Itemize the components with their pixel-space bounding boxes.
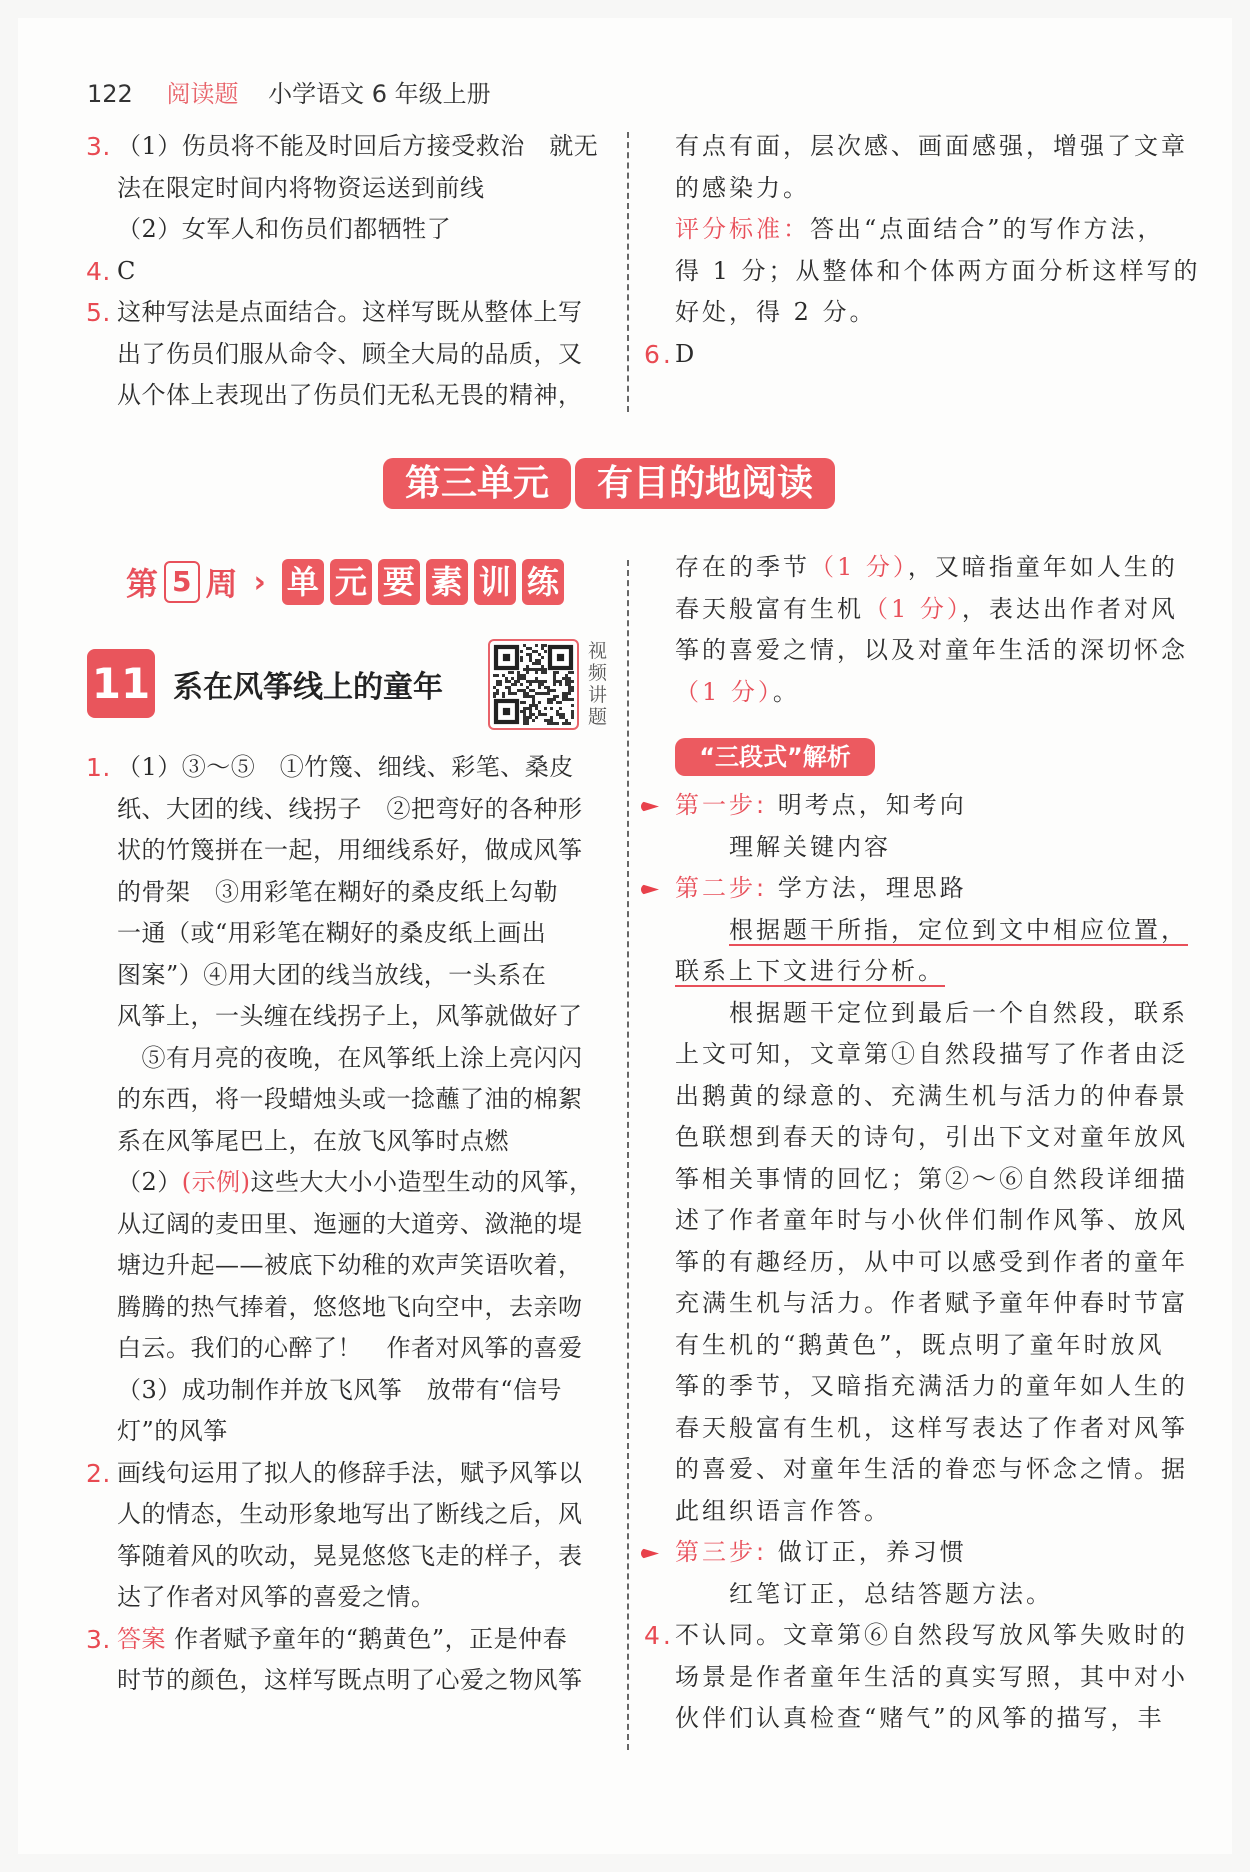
underlined-text: 联系上下文进行分析。 — [675, 957, 945, 985]
text-line — [86, 1619, 594, 1661]
text-segment: 做订正，养习惯 — [767, 1538, 967, 1566]
text-segment: 出鹅黄的绿意的、充满生机与活力的仲春景 — [675, 1081, 1188, 1110]
column-divider-top — [627, 132, 629, 412]
text-line — [117, 1660, 594, 1702]
text-line — [117, 1287, 594, 1329]
text-segment: ⑤有月亮的夜晚，在风筝纸上涂上亮闪闪 — [117, 1043, 583, 1072]
text-line — [117, 872, 594, 914]
highlight-label: （1 分） — [675, 677, 773, 706]
text-line — [117, 913, 594, 955]
text-segment: （2）女军人和伤员们都牺牲了 — [117, 215, 452, 243]
text-line — [117, 1121, 594, 1163]
text-line — [675, 1657, 1188, 1699]
text-line — [86, 126, 599, 168]
text-line — [117, 209, 598, 251]
question-number: 3. — [86, 132, 111, 161]
text-segment: 明考点，知考向 — [767, 791, 967, 819]
week-heading — [126, 559, 564, 605]
text-segment: 的骨架 ③用彩笔在糊好的桑皮纸上勾勒 — [117, 877, 558, 906]
text-line — [117, 1245, 594, 1287]
text-segment: 人的情态，生动形象地写出了断线之后，风 — [117, 1500, 583, 1528]
text-line — [117, 789, 594, 831]
chevron-right-icon: › — [253, 564, 266, 600]
text-segment: ，表达出作者对风 — [961, 594, 1178, 623]
text-segment: 伙伴们认真检查“赌气”的风筝的描写，丰 — [675, 1704, 1165, 1732]
text-segment: 色联想到春天的诗句，引出下文对童年放风 — [675, 1123, 1188, 1151]
text-segment: 理解关键内容 — [675, 832, 891, 861]
text-segment: 画线句运用了拟人的修辞手法，赋予风筝以 — [117, 1458, 583, 1487]
week-number: 5 — [164, 561, 199, 603]
question-number: 5. — [86, 298, 111, 327]
text-segment: 述了作者童年时与小伙伴们制作风筝、放风 — [675, 1206, 1188, 1234]
text-segment: 出了伤员们服从命令、顾全大局的品质，又 — [117, 339, 583, 368]
text-line — [117, 1494, 594, 1536]
text-segment: 筝的喜爱之情，以及对童年生活的深切怀念 — [675, 636, 1188, 664]
text-line — [675, 1325, 1188, 1367]
text-segment: 充满生机与活力。作者赋予童年仲春时节富 — [675, 1289, 1188, 1317]
text-segment: 有点有面，层次感、画面感强，增强了文章 — [675, 132, 1188, 160]
week-prefix: 第 — [126, 565, 159, 603]
analysis-badge: “三段式”解析 — [675, 738, 875, 776]
text-segment: 存在的季节 — [675, 553, 810, 581]
text-line — [117, 1577, 594, 1619]
text-segment: 筝的季节，又暗指充满活力的童年如人生的 — [675, 1372, 1188, 1400]
text-line — [675, 630, 1188, 672]
question-number: 3. — [86, 1624, 111, 1654]
week-topic-char: 练 — [522, 559, 564, 605]
answers-lesson-left — [86, 747, 594, 1702]
text-segment: 筝随着风的吹动，晃晃悠悠飞走的样子，表 — [117, 1541, 583, 1570]
text-segment: 得 1 分；从整体和个体两方面分析这样写的 — [675, 256, 1201, 285]
text-segment: 白云。我们的心醉了！ 作者对风筝的喜爱 — [117, 1334, 583, 1362]
text-line — [86, 747, 594, 789]
text-segment: 法在限定时间内将物资运送到前线 — [117, 173, 485, 202]
text-line — [117, 1328, 594, 1370]
text-line — [117, 1162, 594, 1204]
text-segment: 筝的有趣经历，从中可以感受到作者的童年 — [675, 1247, 1188, 1276]
text-line — [675, 1449, 1188, 1491]
page-number: 122 — [87, 80, 133, 108]
week-topic-char: 素 — [426, 559, 468, 605]
section-label: 阅读题 — [166, 80, 239, 108]
text-segment: 的喜爱、对童年生活的眷恋与怀念之情。据 — [675, 1455, 1188, 1483]
text-line — [675, 785, 1188, 827]
text-line — [675, 168, 1201, 210]
question-number: 6. — [644, 339, 674, 369]
text-line — [117, 830, 594, 872]
text-line — [644, 1615, 1188, 1657]
text-line — [675, 868, 1188, 910]
text-segment: 答出“点面结合”的写作方法， — [810, 215, 1165, 243]
text-line — [117, 1536, 594, 1578]
text-segment: 一通（或“用彩笔在糊好的桑皮纸上画出 — [117, 919, 547, 947]
text-segment: 从个体上表现出了伤员们无私无畏的精神， — [117, 381, 583, 409]
text-line — [675, 1200, 1188, 1242]
text-line — [117, 168, 598, 210]
text-segment: 塘边升起——被底下幼稚的欢声笑语吹着， — [117, 1251, 583, 1279]
text-segment: D — [675, 339, 698, 368]
text-line — [117, 1411, 594, 1453]
text-line — [675, 672, 1188, 714]
question-number: 2. — [86, 1458, 111, 1488]
highlight-label: 答案 — [117, 1624, 166, 1653]
text-segment: 时节的颜色，这样写既点明了心爱之物风筝 — [117, 1666, 583, 1694]
text-line — [86, 251, 598, 293]
highlight-label: (示例) — [181, 1168, 251, 1196]
text-line — [86, 1453, 594, 1495]
text-segment: （1）伤员将不能及时回后方接受救治 就无 — [117, 132, 599, 160]
text-segment: 此组织语言作答。 — [675, 1496, 891, 1525]
text-line — [86, 292, 598, 334]
text-segment: 场景是作者童年生活的真实写照，其中对小 — [675, 1662, 1188, 1691]
text-segment: 状的竹篾拼在一起，用细线系好，做成风筝 — [117, 836, 583, 864]
text-segment: 的东西，将一段蜡烛头或一捻蘸了油的棉絮 — [117, 1085, 583, 1113]
text-line — [675, 209, 1201, 251]
text-line — [675, 827, 1188, 869]
week-topic-char: 单 — [282, 559, 324, 605]
highlight-label: 第二步: — [675, 874, 768, 902]
text-line — [675, 126, 1201, 168]
text-line — [675, 1574, 1188, 1616]
text-segment: 系在风筝尾巴上，在放飞风筝时点燃 — [117, 1126, 509, 1155]
unit-theme: 有目的地阅读 — [575, 458, 835, 509]
text-line — [117, 1079, 594, 1121]
column-divider-bottom — [627, 560, 629, 1750]
week-topic-char: 元 — [330, 559, 372, 605]
text-segment: 筝相关事情的回忆；第②～⑥自然段详细描 — [675, 1164, 1188, 1193]
text-segment: 好处，得 2 分。 — [675, 298, 877, 326]
text-segment: （2） — [117, 1168, 182, 1196]
lesson-title: 系在风筝线上的童年 — [173, 670, 443, 705]
highlight-label: （1 分） — [864, 594, 962, 623]
text-segment: 灯”的风筝 — [117, 1417, 228, 1445]
text-line — [675, 1242, 1188, 1284]
text-segment: 。 — [772, 677, 800, 706]
text-segment: 上文可知，文章第①自然段描写了作者由泛 — [675, 1040, 1188, 1068]
text-segment: 这些大大小小造型生动的风筝， — [250, 1168, 594, 1196]
text-segment: 图案”）④用大团的线当放线，一头系在 — [117, 960, 547, 989]
text-segment: 纸、大团的线、线拐子 ②把弯好的各种形 — [117, 794, 583, 823]
week-topic-char: 要 — [378, 559, 420, 605]
text-line — [117, 996, 594, 1038]
unit-banner — [383, 458, 835, 509]
page-header — [87, 74, 491, 109]
text-line — [675, 1532, 1188, 1574]
lesson-number: 11 — [87, 649, 155, 718]
question-number: 4. — [86, 256, 111, 286]
text-line — [644, 334, 1201, 376]
text-line — [675, 1117, 1188, 1159]
book-title: 小学语文 6 年级上册 — [268, 80, 491, 108]
text-line — [117, 1204, 594, 1246]
text-line — [675, 951, 1188, 993]
text-line — [117, 375, 598, 417]
question-number: 1. — [86, 753, 111, 782]
text-segment: 根据题干定位到最后一个自然段，联系 — [675, 998, 1188, 1027]
text-line — [117, 1038, 594, 1080]
text-segment: 这种写法是点面结合。这样写既从整体上写 — [117, 298, 583, 326]
text-segment — [675, 916, 729, 944]
text-segment: ，又暗指童年如人生的 — [907, 553, 1178, 581]
text-line — [117, 334, 598, 376]
text-segment: 红笔订正，总结答题方法。 — [675, 1579, 1053, 1608]
text-segment: 春天般富有生机，这样写表达了作者对风筝 — [675, 1413, 1188, 1442]
highlight-label: 第一步: — [675, 791, 768, 819]
text-segment: 从辽阔的麦田里、迤逦的大道旁、潋滟的堤 — [117, 1209, 583, 1238]
week-suffix: 周 — [205, 565, 238, 603]
text-line — [675, 292, 1201, 334]
answers-top-right — [644, 126, 1201, 375]
text-segment: 不认同。文章第⑥自然段写放风筝失败时的 — [675, 1621, 1188, 1649]
text-segment: 腾腾的热气捧着，悠悠地飞向空中，去亲吻 — [117, 1292, 583, 1321]
unit-label: 第三单元 — [383, 458, 571, 509]
text-line — [675, 1034, 1188, 1076]
text-segment: 达了作者对风筝的喜爱之情。 — [117, 1583, 436, 1611]
text-segment: 学方法，理思路 — [767, 874, 967, 902]
answers-top-left — [86, 126, 599, 417]
text-line — [675, 910, 1188, 952]
text-line — [675, 1366, 1188, 1408]
text-line — [117, 1370, 594, 1412]
text-line — [675, 589, 1188, 631]
text-line — [675, 251, 1201, 293]
text-line — [675, 993, 1188, 1035]
week-topic-char: 训 — [474, 559, 516, 605]
text-segment: C — [117, 256, 136, 285]
text-line — [117, 955, 594, 997]
question-number: 4. — [644, 1621, 674, 1650]
text-segment: 作者赋予童年的“鹅黄色”，正是仲春 — [166, 1624, 568, 1653]
text-segment: 的感染力。 — [675, 173, 810, 202]
answers-lesson-right-b — [644, 785, 1188, 1740]
text-segment: 春天般富有生机 — [675, 594, 864, 623]
text-line — [675, 1408, 1188, 1450]
qr-label: 视频讲题 — [588, 640, 608, 728]
text-line — [675, 1159, 1188, 1201]
text-line — [675, 1491, 1188, 1533]
text-segment: （1）③～⑤ ①竹篾、细线、彩笔、桑皮 — [117, 753, 574, 781]
text-line — [675, 1076, 1188, 1118]
text-segment: 风筝上，一头缠在线拐子上，风筝就做好了 — [117, 1002, 583, 1030]
highlight-label: 评分标准： — [675, 215, 810, 243]
qr-code-icon[interactable] — [488, 639, 579, 730]
answers-lesson-right-a — [675, 547, 1188, 713]
qr-pattern — [490, 641, 577, 728]
highlight-label: 第三步: — [675, 1538, 768, 1566]
text-line — [675, 1698, 1188, 1740]
text-line — [675, 547, 1188, 589]
highlight-label: （1 分） — [810, 553, 908, 581]
underlined-text: 根据题干所指，定位到文中相应位置， — [729, 915, 1188, 944]
text-segment: （3）成功制作并放飞风筝 放带有“信号 — [117, 1375, 563, 1404]
text-segment: 有生机的“鹅黄色”，既点明了童年时放风 — [675, 1330, 1165, 1359]
text-line — [675, 1283, 1188, 1325]
